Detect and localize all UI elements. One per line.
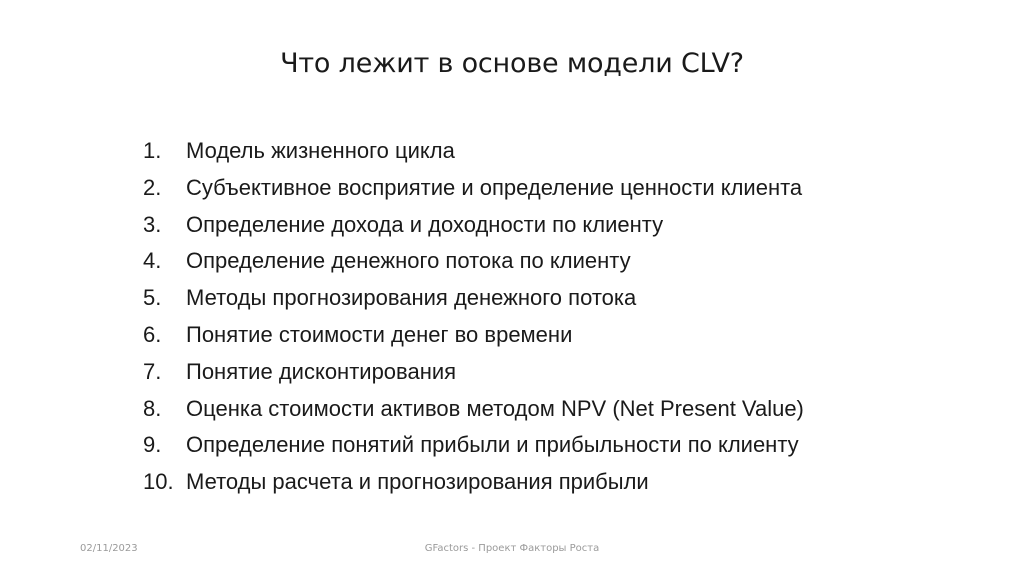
footer-date: 02/11/2023 xyxy=(80,543,138,554)
list-item-number: 6. xyxy=(143,321,162,347)
list-item xyxy=(143,469,804,506)
list-item-number: 9. xyxy=(143,432,162,458)
list-item-text: Понятие стоимости денег во времени xyxy=(186,321,573,347)
slide-title: Что лежит в основе модели CLV? xyxy=(280,48,744,79)
list-item-number: 5. xyxy=(143,285,162,311)
list-item-text: Определение дохода и доходности по клиенту xyxy=(186,211,664,237)
list-item xyxy=(143,322,804,359)
list-item xyxy=(143,138,804,175)
footer-title: GFactors - Проект Факторы Роста xyxy=(424,543,600,554)
list-item-number: 1. xyxy=(143,138,162,163)
list-item-text: Субъективное восприятие и определение ценности клиента xyxy=(186,174,803,200)
list-item-number: 4. xyxy=(143,248,162,274)
numbered-list xyxy=(143,138,804,506)
list-item-text: Методы расчета и прогнозирования прибыли xyxy=(186,469,649,495)
list-item-number: 10. xyxy=(143,469,174,495)
list-item xyxy=(143,212,804,249)
list-item xyxy=(143,396,804,433)
list-item xyxy=(143,432,804,469)
list-item-text: Понятие дисконтирования xyxy=(186,358,457,384)
list-item-text: Определение денежного потока по клиенту xyxy=(186,248,631,274)
list-item-text: Методы прогнозирования денежного потока xyxy=(186,285,637,311)
list-item xyxy=(143,248,804,285)
list-item-number: 8. xyxy=(143,395,162,421)
list-item xyxy=(143,175,804,212)
list-item-text: Модель жизненного цикла xyxy=(186,138,455,163)
list-item xyxy=(143,359,804,396)
list-item-number: 2. xyxy=(143,174,162,200)
list-item-text: Оценка стоимости активов методом NPV (Net Present Value) xyxy=(186,395,804,421)
list-item-text: Определение понятий прибыли и прибыльности по клиенту xyxy=(186,432,799,458)
list-item-number: 7. xyxy=(143,358,162,384)
list-item xyxy=(143,285,804,322)
list-item-number: 3. xyxy=(143,211,162,237)
